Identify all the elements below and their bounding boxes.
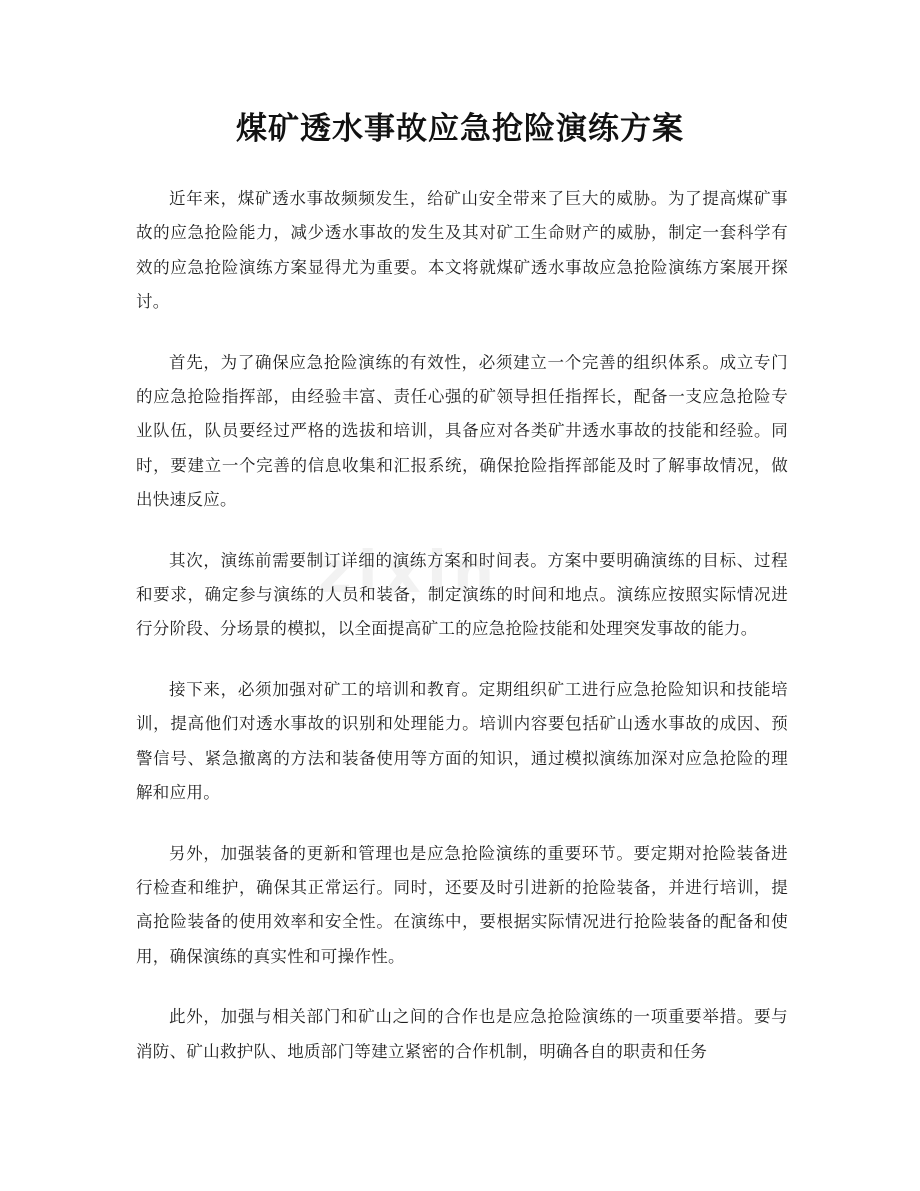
watermark: zixin	[318, 538, 501, 606]
paragraph: 首先，为了确保应急抢险演练的有效性，必须建立一个完善的组织体系。成立专门的应急抢险指挥部，由经验丰富、责任心强的矿领导担任指挥长，配备一支应急抢险专业队伍，队员要经过严格的选拔和培训，具备应对各类矿井透水事故的技能和经验。同时，要建立一个完善的信息收集和汇报系统，确保抢险指挥部能及时了解事故情况，做出快速反应。	[136, 352, 788, 510]
document-body	[136, 182, 788, 1095]
paragraph: 近年来，煤矿透水事故频频发生，给矿山安全带来了巨大的威胁。为了提高煤矿事故的应急抢险能力，减少透水事故的发生及其对矿工生命财产的威胁，制定一套科学有效的应急抢险演练方案显得尤为重要。本文将就煤矿透水事故应急抢险演练方案展开探讨。	[136, 189, 788, 312]
paragraph: 其次，演练前需要制订详细的演练方案和时间表。方案中要明确演练的目标、过程和要求，确定参与演练的人员和装备，制定演练的时间和地点。演练应按照实际情况进行分阶段、分场景的模拟，以全面提高矿工的应急抢险技能和处理突发事故的能力。	[136, 550, 788, 639]
paragraph: 另外，加强装备的更新和管理也是应急抢险演练的重要环节。要定期对抢险装备进行检查和维护，确保其正常运行。同时，还要及时引进新的抢险装备，并进行培训，提高抢险装备的使用效率和安全性。在演练中，要根据实际情况进行抢险装备的配备和使用，确保演练的真实性和可操作性。	[136, 843, 788, 966]
document-title: 煤矿透水事故应急抢险演练方案	[236, 111, 684, 147]
paragraph: 此外，加强与相关部门和矿山之间的合作也是应急抢险演练的一项重要举措。要与消防、矿山救护队、地质部门等建立紧密的合作机制，明确各自的职责和任务	[136, 1007, 788, 1061]
paragraph: 接下来，必须加强对矿工的培训和教育。定期组织矿工进行应急抢险知识和技能培训，提高他们对透水事故的识别和处理能力。培训内容要包括矿山透水事故的成因、预警信号、紧急撤离的方法和装备使用等方面的知识，通过模拟演练加深对应急抢险的理解和应用。	[136, 679, 788, 803]
